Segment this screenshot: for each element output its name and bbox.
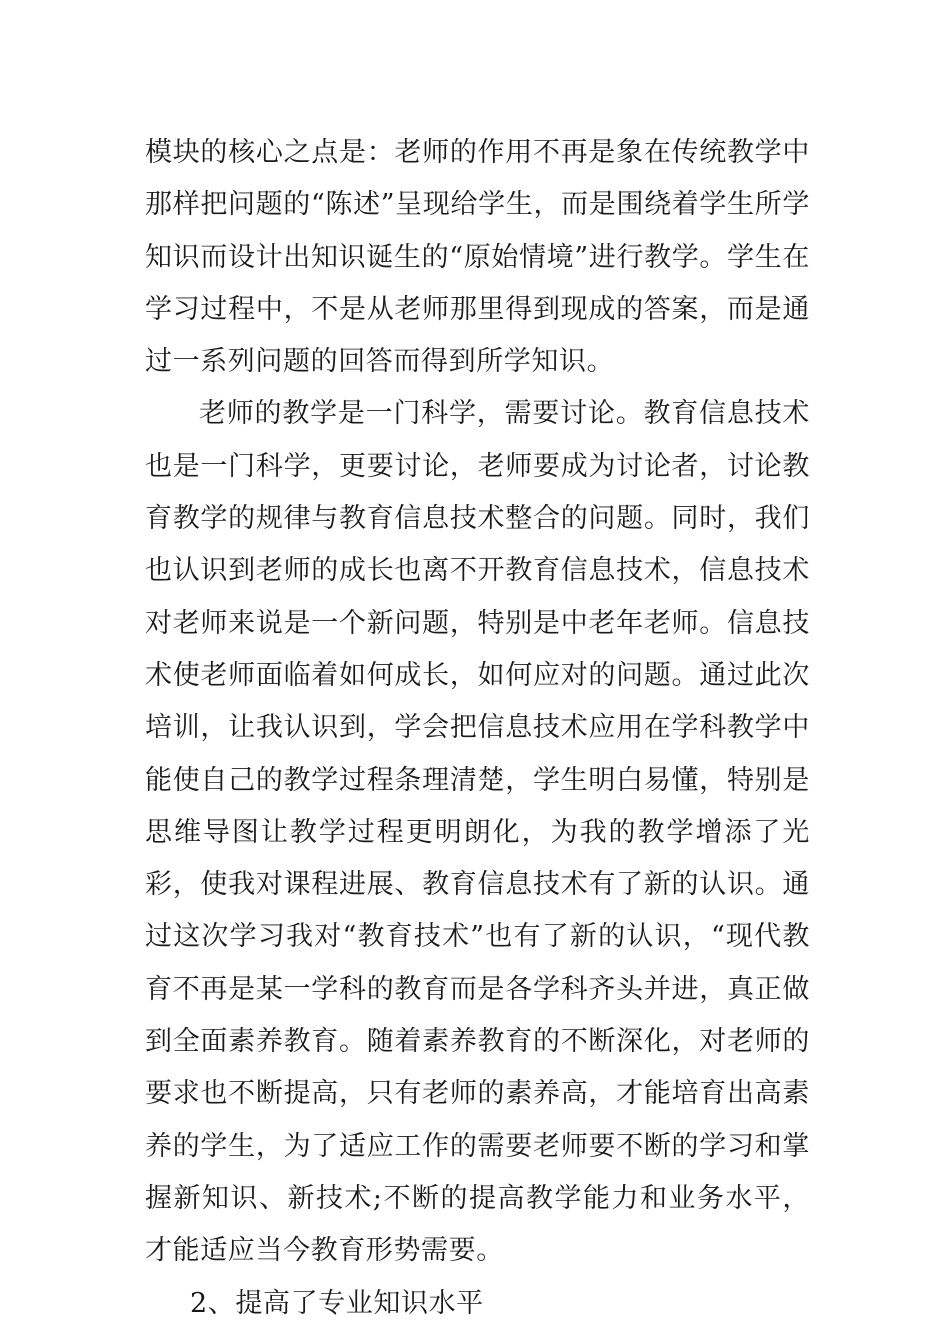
paragraph-continuation: 模块的核心之点是：老师的作用不再是象在传统教学中那样把问题的“陈述”呈现给学生，而是围绕着学生所学知识而设计出知识诞生的“原始情境”进行教学。学生在学习过程中，不是从老师那里得到现成的答案，而是通过一系列问题的回答而得到所学知识。 — [145, 137, 810, 378]
paragraph-teaching-science: 老师的教学是一门科学，需要讨论。教育信息技术也是一门科学，更要讨论，老师要成为讨论者，讨论教育教学的规律与教育信息技术整合的问题。同时，我们也认识到老师的成长也离不开教育信息技术，信息技术对老师来说是一个新问题，特别是中老年老师。信息技术使老师面临着如何成长，如何应对的问题。通过此次培训，让我认识到，学会把信息技术应用在学科教学中能使自己的教学过程条理清楚，学生明白易懂，特别是思维导图让教学过程更明朗化，为我的教学增添了光彩，使我对课程进展、教育信息技术有了新的认识。通过这次学习我对“教育技术”也有了新的认识，“现代教育不再是某一学科的教育而是各学科齐头并进，真正做到全面素养教育。随着素养教育的不断深化，对老师的要求也不断提高，只有老师的素养高，才能培育出高素养的学生，为了适应工作的需要老师要不断的学习和掌握新知识、新技术;不断的提高教学能力和业务水平，才能适应当今教育形势需要。 — [145, 398, 810, 1267]
document-body — [145, 127, 810, 1330]
section-heading: 2、提高了专业知识水平 — [190, 1287, 484, 1319]
